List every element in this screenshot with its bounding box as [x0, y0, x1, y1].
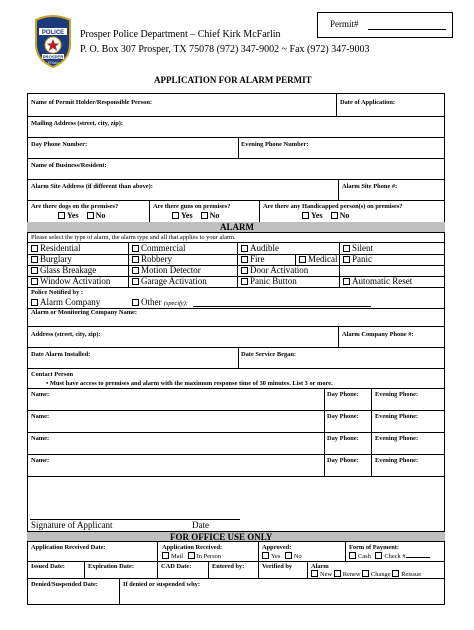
- notify-other[interactable]: Other (specify):: [132, 297, 188, 307]
- notify-alarm-company[interactable]: Alarm Company: [31, 297, 100, 307]
- date-installed-label[interactable]: Date Alarm Installed:: [31, 351, 91, 358]
- police-notified-label: Police Notified by :: [31, 289, 84, 296]
- dogs-question: Are there dogs on the premises?: [31, 203, 119, 210]
- contact-2-evening[interactable]: Evening Phone:: [375, 413, 419, 420]
- handicapped-yes-checkbox[interactable]: [302, 212, 309, 219]
- guns-yes-no[interactable]: Yes No: [172, 211, 219, 220]
- cad-date-label[interactable]: CAD Date:: [161, 563, 192, 570]
- verified-by-label[interactable]: Verified by: [262, 563, 293, 570]
- alarm-site-phone-label[interactable]: Alarm Site Phone #:: [342, 183, 398, 190]
- contact-3-name[interactable]: Name:: [31, 435, 50, 442]
- alarm-status-label: Alarm: [311, 563, 329, 570]
- dogs-yes-no[interactable]: Yes No: [58, 211, 105, 220]
- opt-fire[interactable]: Fire: [241, 254, 265, 264]
- badge-text-bottom: PROSPER: [42, 54, 64, 60]
- opt-panic[interactable]: Panic: [343, 254, 372, 264]
- opt-robbery[interactable]: Robbery: [132, 254, 172, 264]
- signature-label: Signature of Applicant: [31, 520, 113, 530]
- signature-date-label: Date: [192, 520, 209, 530]
- opt-commercial[interactable]: Commercial: [132, 243, 186, 253]
- mailing-address-label[interactable]: Mailing Address (street, city, zip):: [31, 120, 124, 127]
- contact-4-evening[interactable]: Evening Phone:: [375, 457, 419, 464]
- if-denied-label[interactable]: If denied or suspended why:: [123, 581, 200, 588]
- opt-garage-activation[interactable]: Garage Activation: [132, 276, 207, 286]
- date-application-label[interactable]: Date of Application:: [340, 99, 396, 106]
- contact-1-day[interactable]: Day Phone:: [327, 391, 359, 398]
- contact-2-day[interactable]: Day Phone:: [327, 413, 359, 420]
- opt-glass-breakage[interactable]: Glass Breakage: [31, 265, 96, 275]
- contact-3-evening[interactable]: Evening Phone:: [375, 435, 419, 442]
- form-payment-label: Form of Payment:: [349, 544, 400, 551]
- permit-number-box[interactable]: [317, 12, 453, 38]
- opt-medical[interactable]: Medical: [299, 254, 338, 264]
- guns-no-checkbox[interactable]: [201, 212, 208, 219]
- opt-door-activation[interactable]: Door Activation: [241, 265, 308, 275]
- issued-date-label[interactable]: Issued Date:: [31, 563, 65, 570]
- company-name-label[interactable]: Alarm or Monitoring Company Name:: [31, 309, 138, 316]
- handicapped-question: Are there any Handicapped person(s) on premises?: [263, 203, 403, 210]
- opt-window-activation[interactable]: Window Activation: [31, 276, 110, 286]
- contact-4-day[interactable]: Day Phone:: [327, 457, 359, 464]
- office-heading: FOR OFFICE USE ONLY: [170, 532, 273, 542]
- contact-heading: Contact Person: [31, 371, 74, 378]
- opt-audible[interactable]: Audible: [241, 243, 279, 253]
- contact-2-name[interactable]: Name:: [31, 413, 50, 420]
- opt-panic-button[interactable]: Panic Button: [241, 276, 297, 286]
- opt-residential[interactable]: Residential: [31, 243, 81, 253]
- guns-yes-checkbox[interactable]: [172, 212, 179, 219]
- guns-question: Are there guns on premises?: [153, 203, 231, 210]
- evening-phone-label[interactable]: Evening Phone Number:: [241, 141, 309, 148]
- contact-1-name[interactable]: Name:: [31, 391, 50, 398]
- other-specify-line: [193, 306, 371, 307]
- contact-1-evening[interactable]: Evening Phone:: [375, 391, 419, 398]
- dept-address: P. O. Box 307 Prosper, TX 75078 (972) 347-9002 ~ Fax (972) 347-9003: [80, 44, 370, 55]
- opt-motion-detector[interactable]: Motion Detector: [132, 265, 201, 275]
- alarm-site-address-label[interactable]: Alarm Site Address (if different than above):: [31, 183, 153, 190]
- company-address-label[interactable]: Address (street, city, zip):: [31, 331, 101, 338]
- contact-4-name[interactable]: Name:: [31, 457, 50, 464]
- app-received-label: Application Received:: [162, 544, 223, 551]
- opt-silent[interactable]: Silent: [343, 243, 373, 253]
- badge-text-state: TEXAS: [47, 61, 59, 65]
- contact-3-day[interactable]: Day Phone:: [327, 435, 359, 442]
- permit-underline: [368, 29, 446, 30]
- police-badge-logo: [32, 14, 74, 68]
- badge-text-top: POLICE: [41, 30, 65, 36]
- alarm-status-options[interactable]: New Renew Change Reissue: [311, 570, 421, 578]
- dogs-no-checkbox[interactable]: [87, 212, 94, 219]
- dept-heading: Prosper Police Department – Chief Kirk McFarlin: [80, 29, 281, 40]
- office-heading-bar: [27, 531, 445, 542]
- alarm-heading-bar: [27, 222, 445, 233]
- approved-label: Approved:: [262, 544, 292, 551]
- handicapped-yes-no[interactable]: Yes No: [302, 211, 349, 220]
- app-received-date-label[interactable]: Application Received Date:: [31, 544, 106, 551]
- handicapped-no-checkbox[interactable]: [331, 212, 338, 219]
- opt-automatic-reset[interactable]: Automatic Reset: [343, 276, 412, 286]
- date-service-label[interactable]: Date Service Began:: [241, 351, 297, 358]
- day-phone-label[interactable]: Day Phone Number:: [31, 141, 88, 148]
- name-holder-label[interactable]: Name of Permit Holder/Responsible Person:: [31, 99, 153, 106]
- expiration-date-label[interactable]: Expiration Date:: [88, 563, 134, 570]
- dogs-yes-checkbox[interactable]: [58, 212, 65, 219]
- alarm-instruction: Please select the type of alarm, the alarm type and all that applies to your alarm.: [31, 234, 236, 241]
- app-received-options[interactable]: Mail In Person: [162, 552, 221, 560]
- payment-options[interactable]: Cash Check #: [349, 552, 430, 560]
- alarm-heading: ALARM: [220, 222, 254, 232]
- company-phone-label[interactable]: Alarm Company Phone #:: [342, 331, 414, 338]
- opt-burglary[interactable]: Burglary: [31, 254, 72, 264]
- form-title: APPLICATION FOR ALARM PERMIT: [154, 75, 312, 85]
- denied-date-label[interactable]: Denied/Suspended Date:: [31, 581, 98, 588]
- approved-options[interactable]: Yes No: [262, 552, 302, 560]
- business-name-label[interactable]: Name of Business/Resident:: [31, 162, 107, 169]
- contact-bullet: • Must have access to premises and alarm with the maximum response time of 30 minutes. List 3 or more.: [46, 380, 333, 387]
- permit-label: Permit#: [330, 19, 359, 29]
- entered-by-label[interactable]: Entered by:: [212, 563, 245, 570]
